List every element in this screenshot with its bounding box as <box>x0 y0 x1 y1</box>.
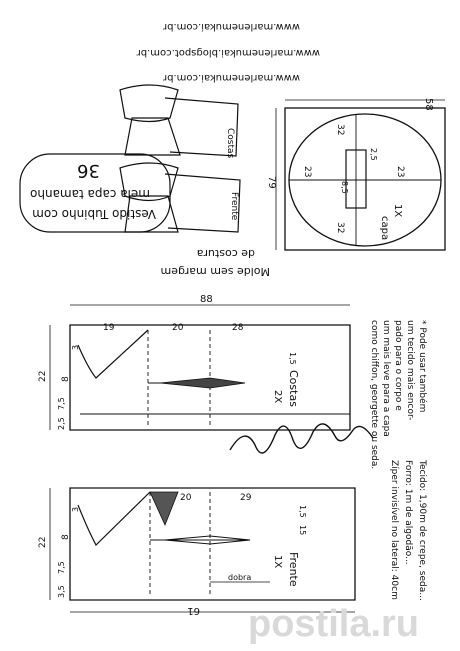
title-block <box>20 154 170 232</box>
cape-dim-3: 23 <box>395 166 405 178</box>
back-dim-20: 20 <box>172 323 184 333</box>
back-dim-1-5: 1,5 <box>288 352 297 365</box>
front-bottom-label: 61 <box>187 605 200 616</box>
front-qty: 1X <box>272 555 283 569</box>
seam-note-line-1: Molde sem margem <box>160 265 270 278</box>
back-dim-8: 8 <box>61 376 71 382</box>
cape-dim-2: 32 <box>335 124 345 136</box>
back-preview-label: Costas <box>225 128 235 159</box>
fabric-note-2: Forro: 1m de algodão... <box>403 460 413 565</box>
front-dim-15: 15 <box>298 525 307 536</box>
cape-dim-5: 2,5 <box>369 148 378 161</box>
url-block <box>136 21 320 83</box>
back-dim-19: 19 <box>103 323 115 333</box>
watermark: postila.ru <box>248 603 420 645</box>
front-pattern <box>38 488 355 616</box>
back-dress-sketch <box>120 85 180 155</box>
cape-height-label: 79 <box>266 176 277 189</box>
cape-pattern <box>266 98 445 250</box>
extra-notes <box>369 320 428 469</box>
back-neckline <box>78 330 148 378</box>
signature <box>230 424 373 453</box>
front-bust-dart <box>150 492 178 525</box>
back-qty: 2X <box>272 390 283 404</box>
front-body-sketch <box>165 174 240 232</box>
back-dart <box>160 378 245 388</box>
title-line-2: meia capa tamanho <box>30 187 150 201</box>
front-dim-1-5: 1,5 <box>298 505 307 518</box>
extra-note-2: um tecido mais encor- <box>405 320 415 421</box>
front-dim-20: 20 <box>180 493 192 503</box>
back-width-label: 88 <box>200 294 213 305</box>
back-dim-28: 28 <box>232 323 244 333</box>
url-line-1: www.marlenemukai.com.br <box>163 72 300 83</box>
cape-qty: 1X <box>392 204 403 218</box>
back-dim-2-5: 2,5 <box>57 417 66 430</box>
extra-note-5: como chiffon, georgette ou seda. <box>369 320 379 470</box>
front-dim-29: 29 <box>240 493 252 503</box>
extra-note-1: * Pode usar também <box>417 320 427 413</box>
seam-note <box>161 247 270 278</box>
front-dim-7-5: 7,5 <box>57 561 66 574</box>
cape-label: capa <box>379 216 390 241</box>
cape-dim-6: 8,5 <box>340 181 349 194</box>
dress-preview-back <box>120 85 238 159</box>
front-neckline <box>78 492 150 545</box>
back-dim-7-5: 7,5 <box>57 397 66 410</box>
cape-width-label: 58 <box>423 98 434 111</box>
fabric-note-1: Tecido: 1,90m de crepe, seda... <box>417 460 427 601</box>
back-dim-22: 22 <box>38 370 48 382</box>
back-label: Costas <box>287 370 300 407</box>
cape-dim-4: 32 <box>335 222 345 234</box>
front-dim-3: 3 <box>71 506 80 512</box>
cape-dim-1: 23 <box>302 166 312 178</box>
front-dim-22: 22 <box>38 536 48 548</box>
front-preview-label: Frente <box>229 192 239 221</box>
fabric-note-3: Zíper invisível no lateral: 40cm <box>389 460 399 600</box>
back-pattern <box>38 294 350 430</box>
title-size: 36 <box>77 160 100 181</box>
cape-outer-rect <box>285 108 445 250</box>
front-label: Frente <box>287 552 300 587</box>
url-line-2: www.marlenemukai.blogspot.com.br <box>136 47 320 58</box>
front-fold-label: dobra <box>228 573 252 582</box>
title-line-1: Vestido Tubinho com <box>32 207 156 221</box>
fabric-notes <box>389 459 427 601</box>
extra-note-4: um mais leve para a capa <box>381 320 391 437</box>
seam-note-line-2: de costura <box>196 247 255 260</box>
extra-note-3: pado para o corpo e <box>393 320 403 411</box>
front-dim-3-5: 3,5 <box>57 585 66 598</box>
front-dim-8: 8 <box>61 534 71 540</box>
url-line-3: www.marlenemukai.com.br <box>163 21 300 32</box>
back-dim-3: 3 <box>71 344 80 350</box>
